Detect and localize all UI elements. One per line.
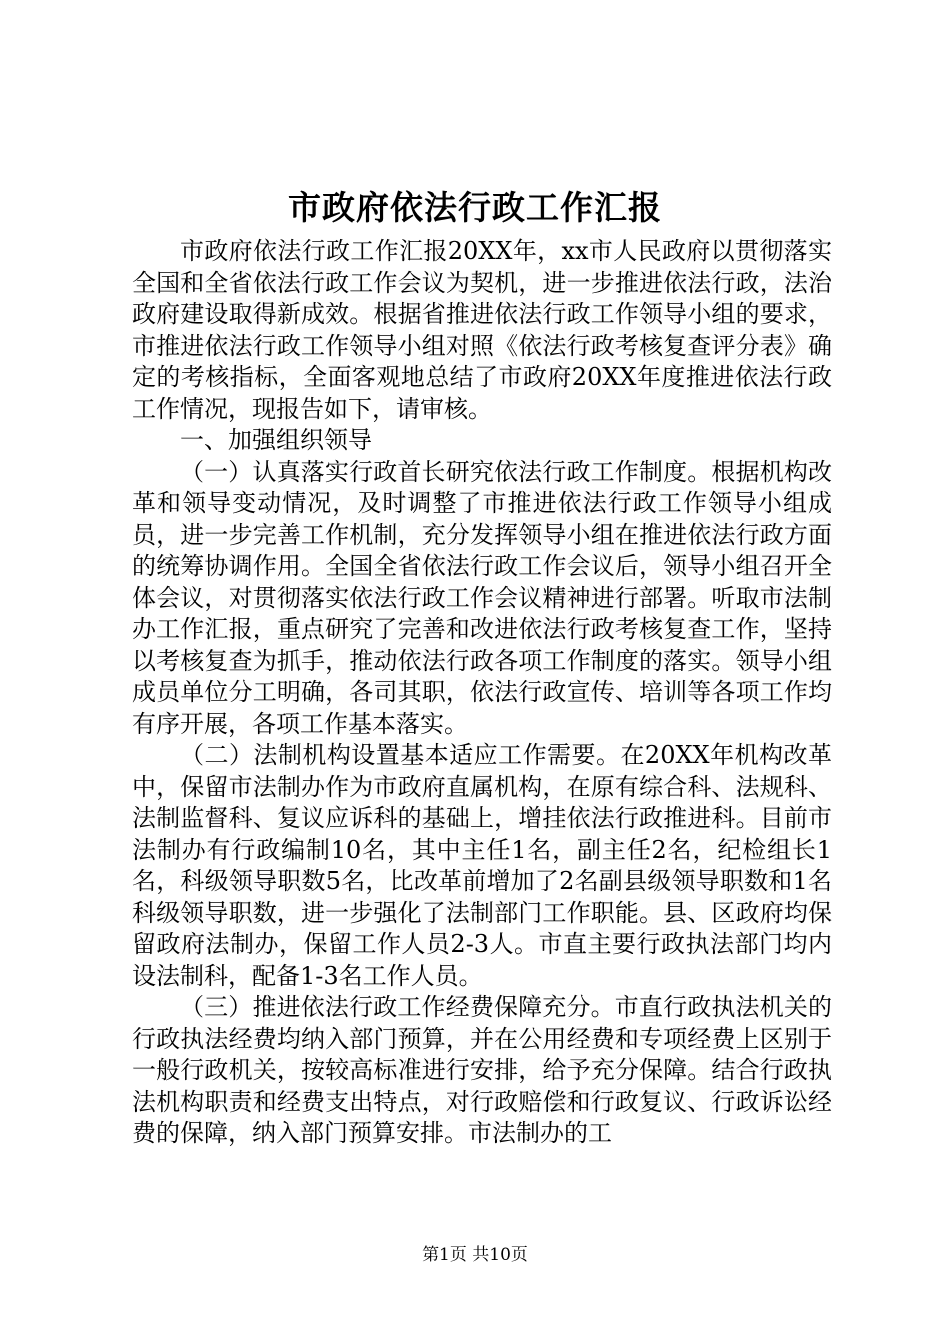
paragraph-item-2: （二）法制机构设置基本适应工作需要。在20XX年机构改革中，保留市法制办作为市政府直属机构，在原有综合科、法规科、法制监督科、复议应诉科的基础上，增挂依法行政推进科。目前市法制办有行政编制10名，其中主任1名，副主任2名，纪检组长1名，科级领导职数5名，比改革前增加了2名副县级领导职数和1名科级领导职数，进一步强化了法制部门工作职能。县、区政府均保留政府法制办，保留工作人员2-3人。市直主要行政执法部门均内设法制科，配备1-3名工作人员。 [132,741,832,990]
paragraph-item-1: （一）认真落实行政首长研究依法行政工作制度。根据机构改革和领导变动情况，及时调整了市推进依法行政工作领导小组成员，进一步完善工作机制，充分发挥领导小组在推进依法行政方面的统筹协调作用。全国全省依法行政工作会议后，领导小组召开全体会议，对贯彻落实依法行政工作会议精神进行部署。听取市法制办工作汇报，重点研究了完善和改进依法行政考核复查工作，坚持以考核复查为抓手，推动依法行政各项工作制度的落实。领导小组成员单位分工明确，各司其职，依法行政宣传、培训等各项工作均有序开展，各项工作基本落实。 [132,457,832,738]
page-footer: 第1页 共10页 [422,1245,528,1265]
document-body [132,236,832,1150]
document-title: 市政府依法行政工作汇报 [288,188,662,227]
section-heading: 一、加强组织领导 [180,426,372,454]
paragraph-item-3: （三）推进依法行政工作经费保障充分。市直行政执法机关的行政执法经费均纳入部门预算，并在公用经费和专项经费上区别于一般行政机关，按较高标准进行安排，给予充分保障。结合行政执法机构职责和经费支出特点，对行政赔偿和行政复议、行政诉讼经费的保障，纳入部门预算安排。市法制办的工 [132,993,832,1147]
intro-paragraph: 市政府依法行政工作汇报20XX年，xx市人民政府以贯彻落实全国和全省依法行政工作会议为契机，进一步推进依法行政，法治政府建设取得新成效。根据省推进依法行政工作领导小组的要求，市推进依法行政工作领导小组对照《依法行政考核复查评分表》确定的考核指标，全面客观地总结了市政府20XX年度推进依法行政工作情况，现报告如下，请审核。 [132,237,832,423]
